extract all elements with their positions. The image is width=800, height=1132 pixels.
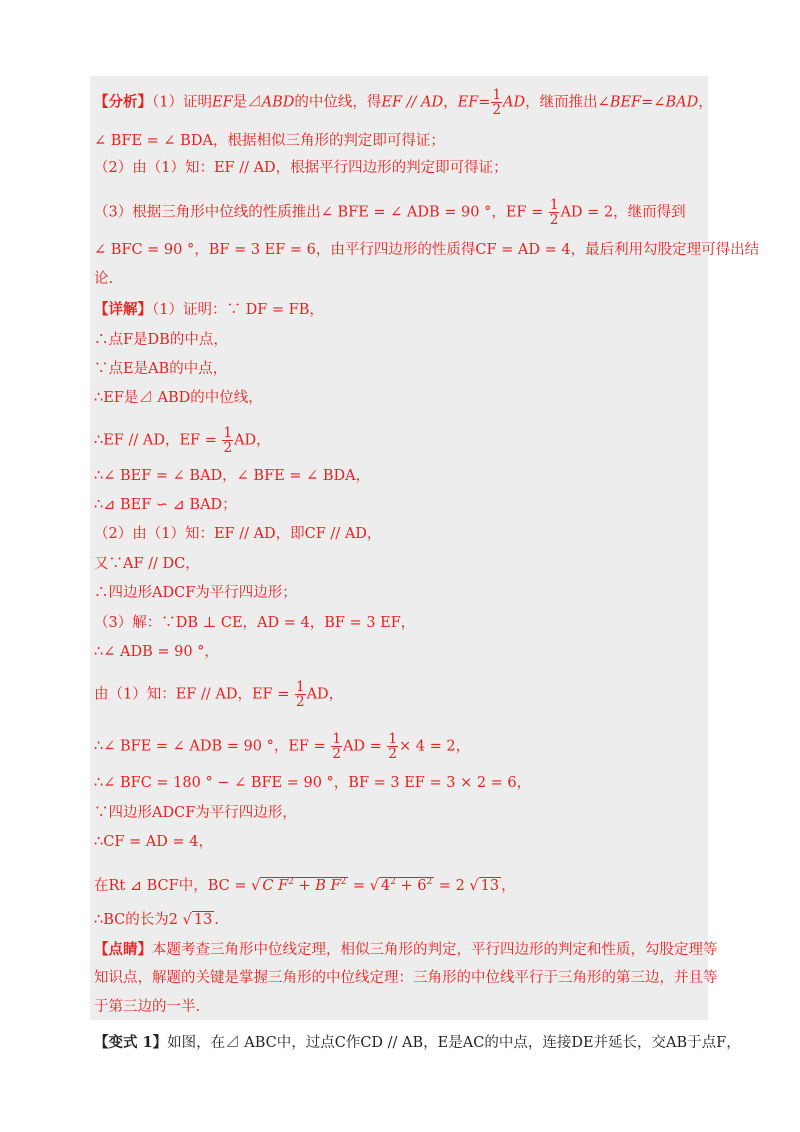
detail-line-10: ∴四边形ADCF为平行四边形；: [94, 585, 297, 601]
text: 1: [332, 731, 341, 747]
text: + B F: [293, 877, 341, 894]
text: ，: [443, 94, 458, 111]
variant-line: [94, 1033, 741, 1053]
text: ，继而推出∠: [525, 94, 610, 111]
analysis-line-1: [94, 87, 713, 118]
detail-line-19: [94, 910, 710, 930]
detail-line-12: ∴∠ ADB = 90 °，: [94, 644, 219, 660]
text: BEF: [609, 94, 642, 111]
text: ，: [698, 94, 713, 111]
text: 1: [549, 197, 559, 213]
comment-line-2: 知识点，解题的关键是掌握三角形的中位线定理：三角形的中位线平行于三角形的第三边，并且等: [94, 970, 718, 986]
text: ，: [501, 877, 516, 894]
text: 2: [332, 746, 341, 762]
text: [379, 877, 434, 894]
text: =: [478, 94, 491, 111]
sqrt-expression: √ 13: [469, 877, 500, 894]
analysis-line-5: ∠ BFC = 90 °，BF = 3 EF = 6，由平行四边形的性质得CF = AD = 4，最后利用勾股定理可得出结: [94, 242, 760, 258]
variant-tag: 【变式 1】: [94, 1034, 168, 1051]
fraction: [222, 426, 233, 455]
text: 2: [426, 877, 433, 887]
text: AD，: [306, 686, 344, 703]
text: + 6: [395, 877, 427, 894]
text: AD = 2，继而得到: [560, 204, 686, 221]
text: 2: [223, 440, 233, 456]
sqrt-expression: √ $4^2 + 6^2$: [369, 877, 433, 894]
text: =∠: [641, 94, 666, 111]
text: 如图，在⊿ ABC中，过点C作CD // AB，E是AC的中点，连接DE并延长，交AB于点F，: [167, 1035, 741, 1051]
text: 1: [223, 425, 233, 441]
text: 4: [380, 877, 391, 894]
text: 1: [295, 679, 305, 695]
text: .: [214, 912, 219, 928]
fraction: [295, 680, 306, 709]
comment-line-1: [94, 940, 718, 960]
text: × 4 = 2，: [399, 738, 471, 755]
analysis-line-6: 论.: [94, 271, 114, 287]
detail-line-14: [94, 732, 710, 761]
text: AD，: [234, 432, 271, 449]
analysis-tag: 【分析】: [94, 93, 152, 111]
text: 1: [388, 731, 398, 747]
text: C F: [262, 877, 289, 894]
text: 2: [340, 877, 347, 887]
text: EF // AD: [381, 94, 444, 111]
comment-tag: 【点睛】: [94, 941, 152, 958]
text: 2: [390, 877, 396, 887]
detail-line-9: 又∵AF // DC，: [94, 556, 200, 572]
text: =: [348, 877, 370, 894]
text: 在Rt ⊿ BCF中，BC =: [94, 877, 252, 894]
text: 2: [295, 694, 305, 710]
text: 13: [193, 912, 213, 928]
detail-line-3: ∵点E是AB的中点，: [94, 361, 228, 377]
text: 2: [388, 746, 398, 762]
detail-line-17: ∴CF = AD = 4，: [94, 834, 213, 850]
text: [260, 877, 348, 894]
detail-line-11: （3）解：∵DB ⊥ CE，AD = 4，BF = 3 EF，: [94, 615, 416, 631]
detail-line-1: [94, 300, 710, 320]
text: AD =: [342, 738, 387, 755]
detail-line-2: ∴点F是DB的中点，: [94, 332, 228, 348]
text: AD: [503, 94, 526, 111]
sqrt-expression: √ C $F^2 + B$ $F^2$: [251, 877, 347, 894]
detail-line-5: [94, 426, 710, 455]
fraction: [549, 198, 560, 227]
text: （1）证明：∵ DF = FB，: [152, 302, 324, 318]
text: 的中位线，得: [294, 94, 382, 111]
text: ∴BC的长为2: [94, 912, 183, 928]
text: EF: [211, 94, 233, 111]
numerator: 1: [492, 87, 502, 103]
comment-line-3: 于第三边的一半.: [94, 999, 201, 1015]
text: 2: [549, 212, 559, 228]
sqrt-expression: √ 13: [182, 912, 213, 928]
analysis-line-2: ∠ BFE = ∠ BDA，根据相似三角形的判定即可得证；: [94, 133, 445, 149]
text: BAD: [665, 94, 699, 111]
text: 本题考查三角形中位线定理，相似三角形的判定，平行四边形的判定和性质，勾股定理等: [152, 942, 718, 958]
text: 是⊿: [232, 94, 262, 111]
detail-line-7: ∴⊿ BEF ∽ ⊿ BAD；: [94, 497, 237, 513]
text: ∴∠ BFE = ∠ ADB = 90 °，EF =: [94, 738, 331, 755]
detail-line-8: （2）由（1）知：EF // AD，即CF // AD，: [94, 526, 382, 542]
text: 由（1）知：EF // AD，EF =: [94, 686, 294, 703]
text: = 2: [434, 877, 470, 894]
text: EF: [457, 94, 479, 111]
fraction: [331, 732, 342, 761]
detail-line-18: [94, 872, 710, 896]
text: （1）证明: [152, 94, 212, 111]
detail-line-15: ∴∠ BFC = 180 ° − ∠ BFE = 90 °，BF = 3 EF = 3 × 2 = 6，: [94, 775, 532, 791]
text: ABD: [261, 94, 295, 111]
text: （3）根据三角形中位线的性质推出∠ BFE = ∠ ADB = 90 °，EF =: [94, 204, 548, 221]
detail-line-4: ∴EF是⊿ ABD的中位线，: [94, 390, 263, 406]
detail-line-16: ∵四边形ADCF为平行四边形，: [94, 805, 297, 821]
fraction: [491, 88, 502, 117]
detail-line-13: [94, 680, 710, 709]
analysis-line-4: [94, 198, 710, 227]
text: 13: [480, 877, 500, 894]
denominator: 2: [492, 102, 502, 118]
analysis-line-3: （2）由（1）知：EF // AD，根据平行四边形的判定即可得证；: [94, 160, 508, 176]
detail-line-6: ∴∠ BEF = ∠ BAD，∠ BFE = ∠ BDA，: [94, 468, 371, 484]
fraction: [387, 732, 398, 761]
detail-tag: 【详解】: [94, 301, 152, 318]
text: ∴EF // AD，EF =: [94, 432, 222, 449]
text: 2: [288, 877, 294, 887]
